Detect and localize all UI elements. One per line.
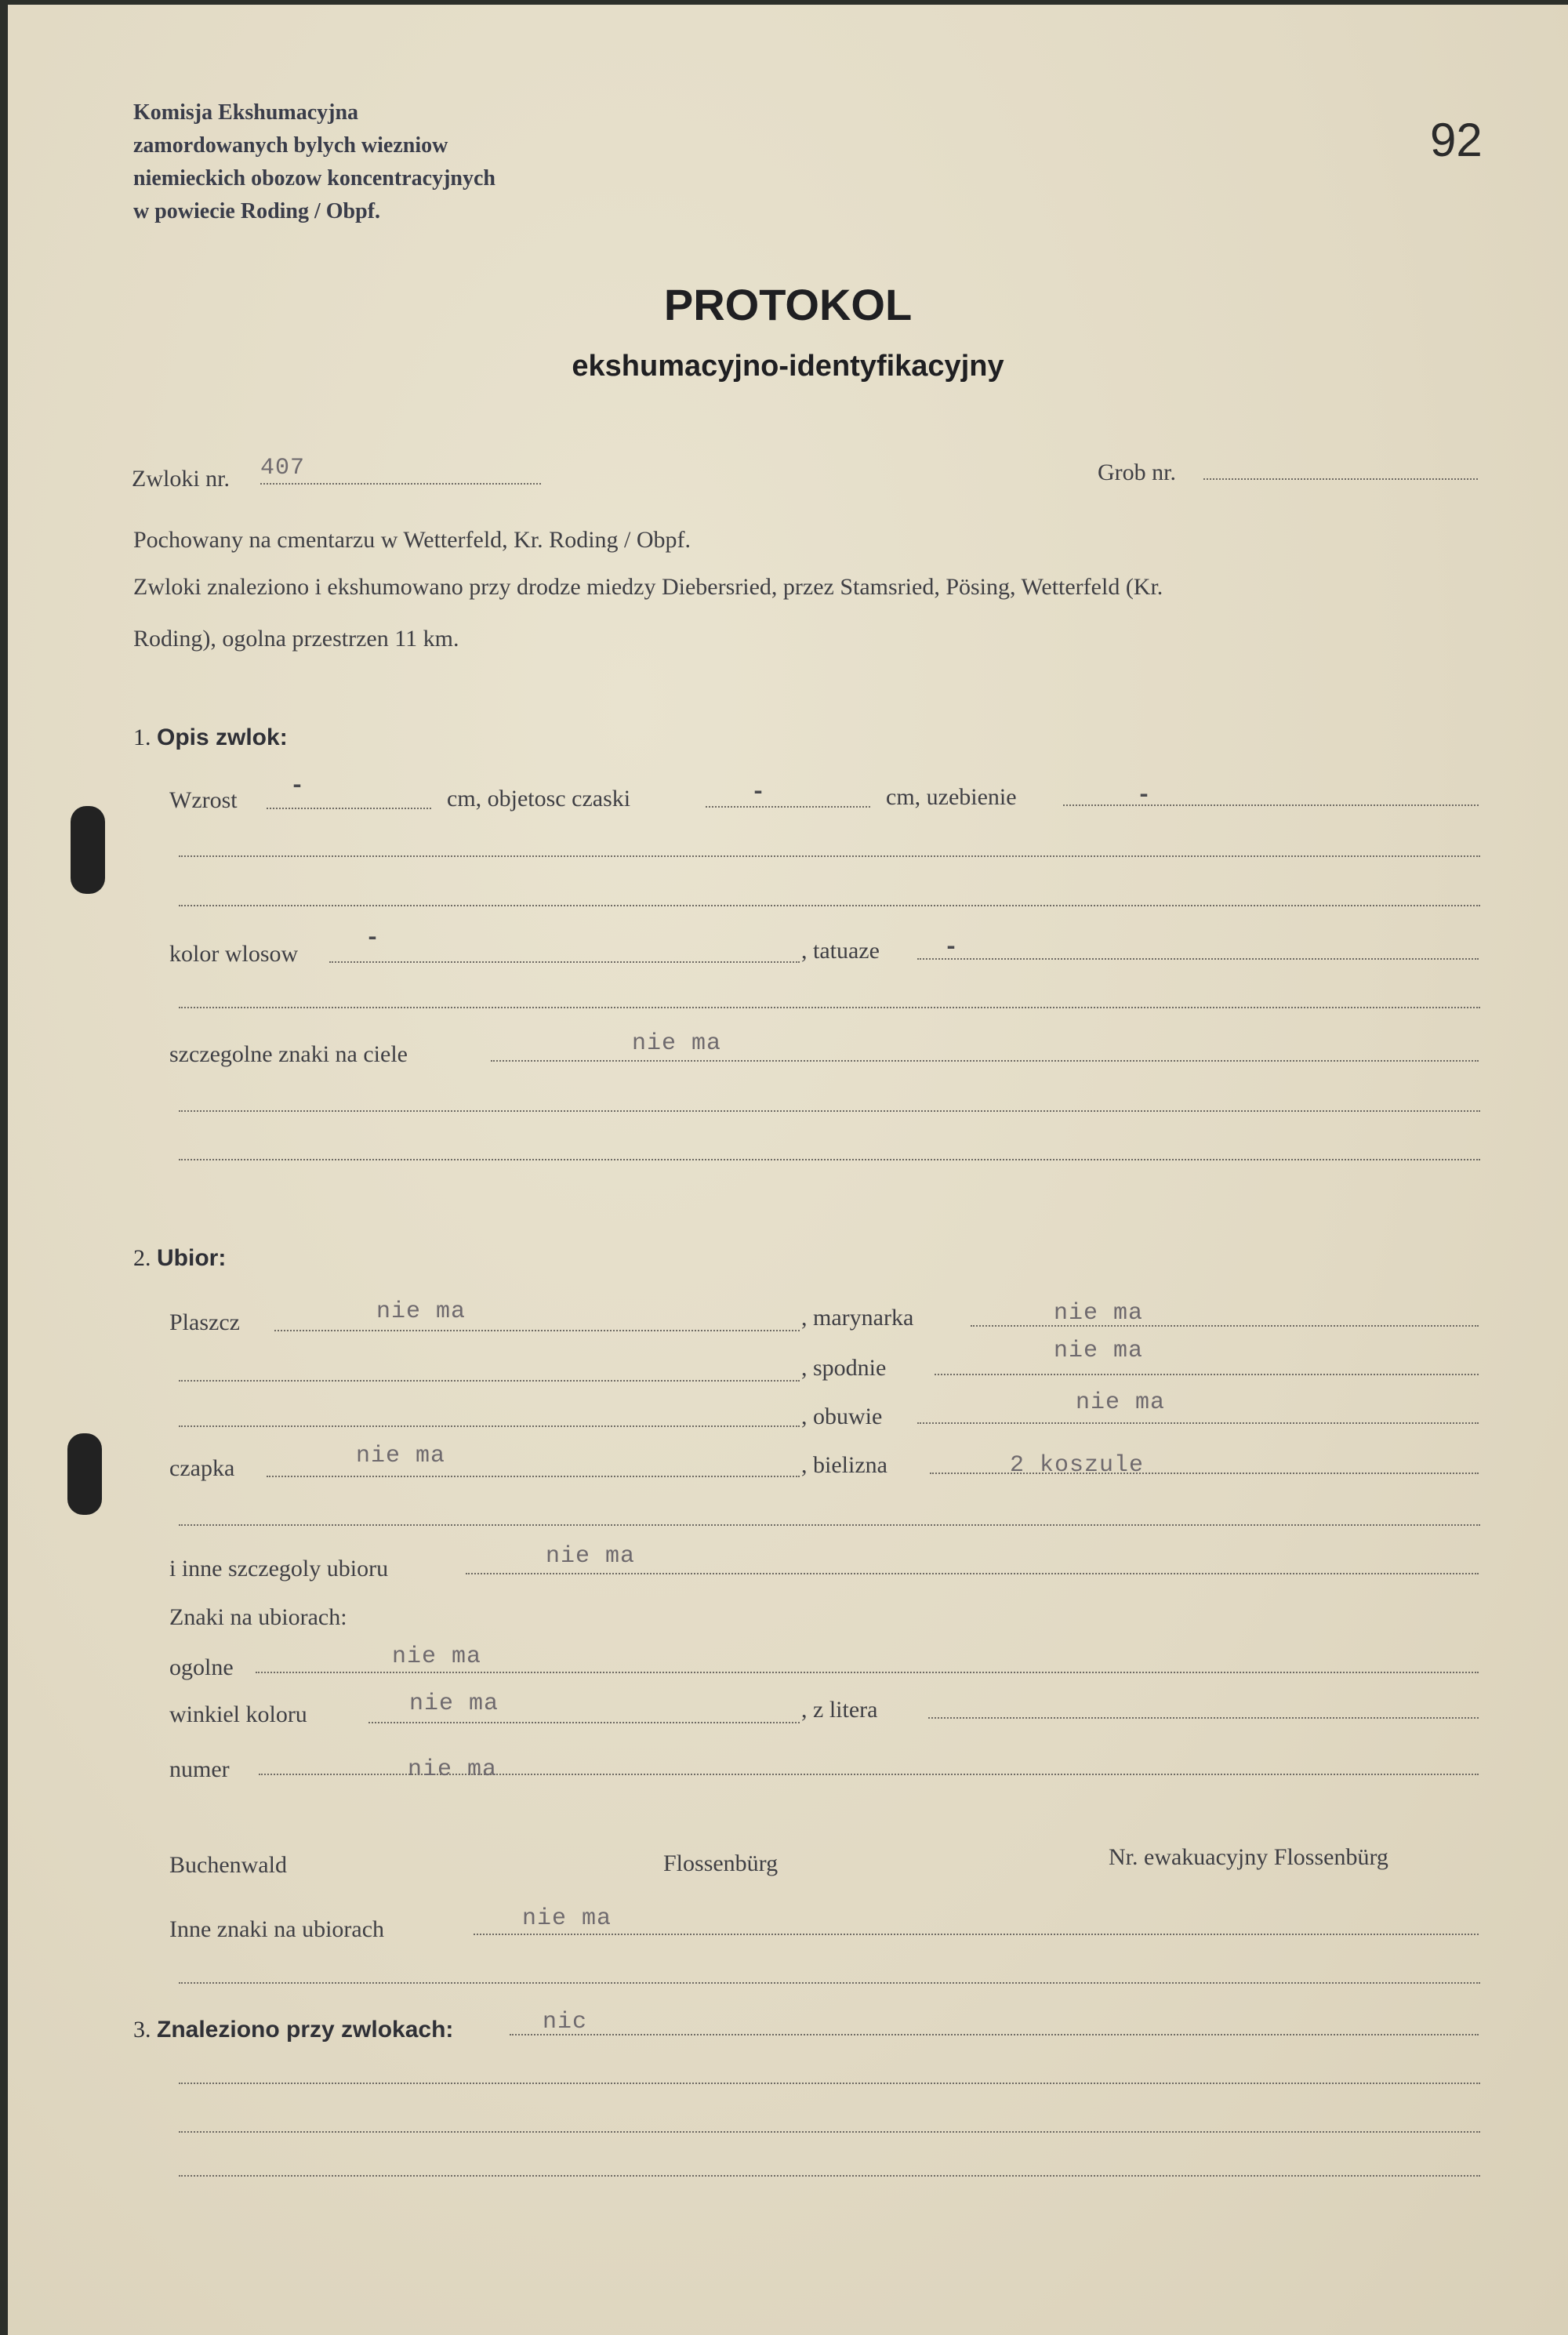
corpse-number-label: Zwloki nr. xyxy=(132,466,230,492)
description-blank-line xyxy=(179,1159,1480,1160)
clothing-blank-line xyxy=(179,1524,1480,1526)
jacket-line xyxy=(971,1325,1479,1327)
body-marks-line xyxy=(491,1060,1479,1062)
tattoo-value: - xyxy=(944,935,959,961)
org-line-4: w powiecie Roding / Obpf. xyxy=(133,199,381,223)
coat-value: nie ma xyxy=(376,1298,466,1325)
other-clothing-marks-line xyxy=(474,1934,1479,1935)
page-number: 92 xyxy=(1430,114,1483,166)
height-value: - xyxy=(290,773,305,800)
teeth-value: - xyxy=(1137,783,1152,809)
teeth-line xyxy=(1063,804,1479,806)
tattoo-label: , tatuaze xyxy=(801,938,880,964)
section-1-number: 1. xyxy=(133,724,151,750)
skull-line xyxy=(706,806,870,808)
letter-label: , z litera xyxy=(801,1697,878,1723)
camp-buchenwald: Buchenwald xyxy=(169,1852,287,1878)
found-items-blank-line xyxy=(179,2175,1480,2177)
org-line-3: niemieckich obozow koncentracyjnych xyxy=(133,166,495,191)
other-details-value: nie ma xyxy=(546,1543,636,1570)
section-3-heading xyxy=(133,2017,453,2043)
section-2-title: Ubior: xyxy=(157,1245,227,1271)
found-items-blank-line xyxy=(179,2083,1480,2084)
org-line-1: Komisja Ekshumacyjna xyxy=(133,100,359,125)
skull-label: cm, objetosc czaski xyxy=(447,786,631,812)
document-subtitle: ekshumacyjno-identyfikacyjny xyxy=(572,350,1004,383)
underwear-label: , bielizna xyxy=(801,1452,887,1478)
binder-hole-mark xyxy=(67,1433,102,1515)
corpse-number-value: 407 xyxy=(260,455,306,481)
binder-hole-mark xyxy=(71,806,105,894)
body-marks-value: nie ma xyxy=(632,1030,722,1057)
general-marks-label: ogolne xyxy=(169,1654,234,1680)
grave-number-label: Grob nr. xyxy=(1098,459,1176,485)
org-line-2: zamordowanych bylych wiezniow xyxy=(133,133,448,158)
found-items-value: nic xyxy=(543,2009,588,2035)
shoes-value: nie ma xyxy=(1076,1389,1166,1416)
tattoo-line xyxy=(917,958,1479,960)
found-items-line xyxy=(510,2034,1479,2035)
hair-color-label: kolor wlosow xyxy=(169,941,299,967)
clothing-marks-header: Znaki na ubiorach: xyxy=(169,1604,347,1630)
coat-line xyxy=(274,1330,800,1331)
clothing-blank-line xyxy=(179,1380,800,1382)
section-1-title: Opis zwlok: xyxy=(157,724,288,750)
burial-line-1: Pochowany na cmentarzu w Wetterfeld, Kr. Roding / Obpf. xyxy=(133,527,691,553)
description-blank-line xyxy=(179,1007,1480,1008)
jacket-value: nie ma xyxy=(1054,1300,1144,1327)
burial-line-3: Roding), ogolna przestrzen 11 km. xyxy=(133,626,459,652)
document-title: PROTOKOL xyxy=(663,280,913,329)
burial-line-2: Zwloki znaleziono i ekshumowano przy drodze miedzy Diebersried, przez Stamsried, Pösing, Wetterfeld (Kr. xyxy=(133,574,1163,600)
clothing-blank-line xyxy=(179,1982,1480,1984)
description-blank-line xyxy=(179,1110,1480,1112)
grave-number-line xyxy=(1203,478,1478,480)
trousers-label: , spodnie xyxy=(801,1355,887,1381)
other-details-line xyxy=(466,1573,1479,1574)
letter-line xyxy=(928,1717,1479,1719)
hair-color-line xyxy=(329,961,800,963)
teeth-label: cm, uzebienie xyxy=(886,784,1017,810)
coat-label: Plaszcz xyxy=(169,1309,240,1335)
other-clothing-marks-label: Inne znaki na ubiorach xyxy=(169,1916,385,1942)
section-3-title: Znaleziono przy zwlokach: xyxy=(157,2017,454,2043)
section-1-heading xyxy=(133,724,288,751)
section-2-number: 2. xyxy=(133,1245,151,1271)
trousers-line xyxy=(935,1374,1479,1375)
body-marks-label: szczegolne znaki na ciele xyxy=(169,1041,408,1067)
cap-line xyxy=(267,1476,800,1477)
section-3-number: 3. xyxy=(133,2017,151,2043)
description-blank-line xyxy=(179,905,1480,906)
section-2-heading xyxy=(133,1245,226,1272)
height-line xyxy=(267,808,431,809)
description-blank-line xyxy=(179,855,1480,857)
clothing-blank-line xyxy=(179,1425,800,1427)
triangle-color-line xyxy=(368,1722,800,1723)
underwear-value: 2 koszule xyxy=(1010,1452,1145,1479)
other-details-label: i inne szczegoly ubioru xyxy=(169,1556,389,1581)
trousers-value: nie ma xyxy=(1054,1338,1144,1364)
cap-label: czapka xyxy=(169,1455,235,1481)
corpse-number-line xyxy=(260,483,541,485)
general-marks-line xyxy=(256,1672,1479,1673)
jacket-label: , marynarka xyxy=(801,1305,914,1331)
general-marks-value: nie ma xyxy=(392,1643,482,1670)
other-clothing-marks-value: nie ma xyxy=(522,1905,612,1932)
triangle-color-label: winkiel koloru xyxy=(169,1701,307,1727)
document-page xyxy=(8,5,1568,2335)
evacuation-number-label: Nr. ewakuacyjny Flossenbürg xyxy=(1109,1844,1388,1870)
shoes-label: , obuwie xyxy=(801,1404,883,1429)
shoes-line xyxy=(917,1422,1479,1424)
height-label: Wzrost xyxy=(169,787,238,813)
found-items-blank-line xyxy=(179,2131,1480,2133)
number-value: nie ma xyxy=(408,1756,498,1783)
skull-value: - xyxy=(751,779,766,806)
camp-flossenburg: Flossenbürg xyxy=(663,1850,779,1876)
hair-color-value: - xyxy=(365,925,380,952)
triangle-color-value: nie ma xyxy=(409,1690,499,1717)
number-label: numer xyxy=(169,1756,230,1782)
cap-value: nie ma xyxy=(356,1443,446,1469)
